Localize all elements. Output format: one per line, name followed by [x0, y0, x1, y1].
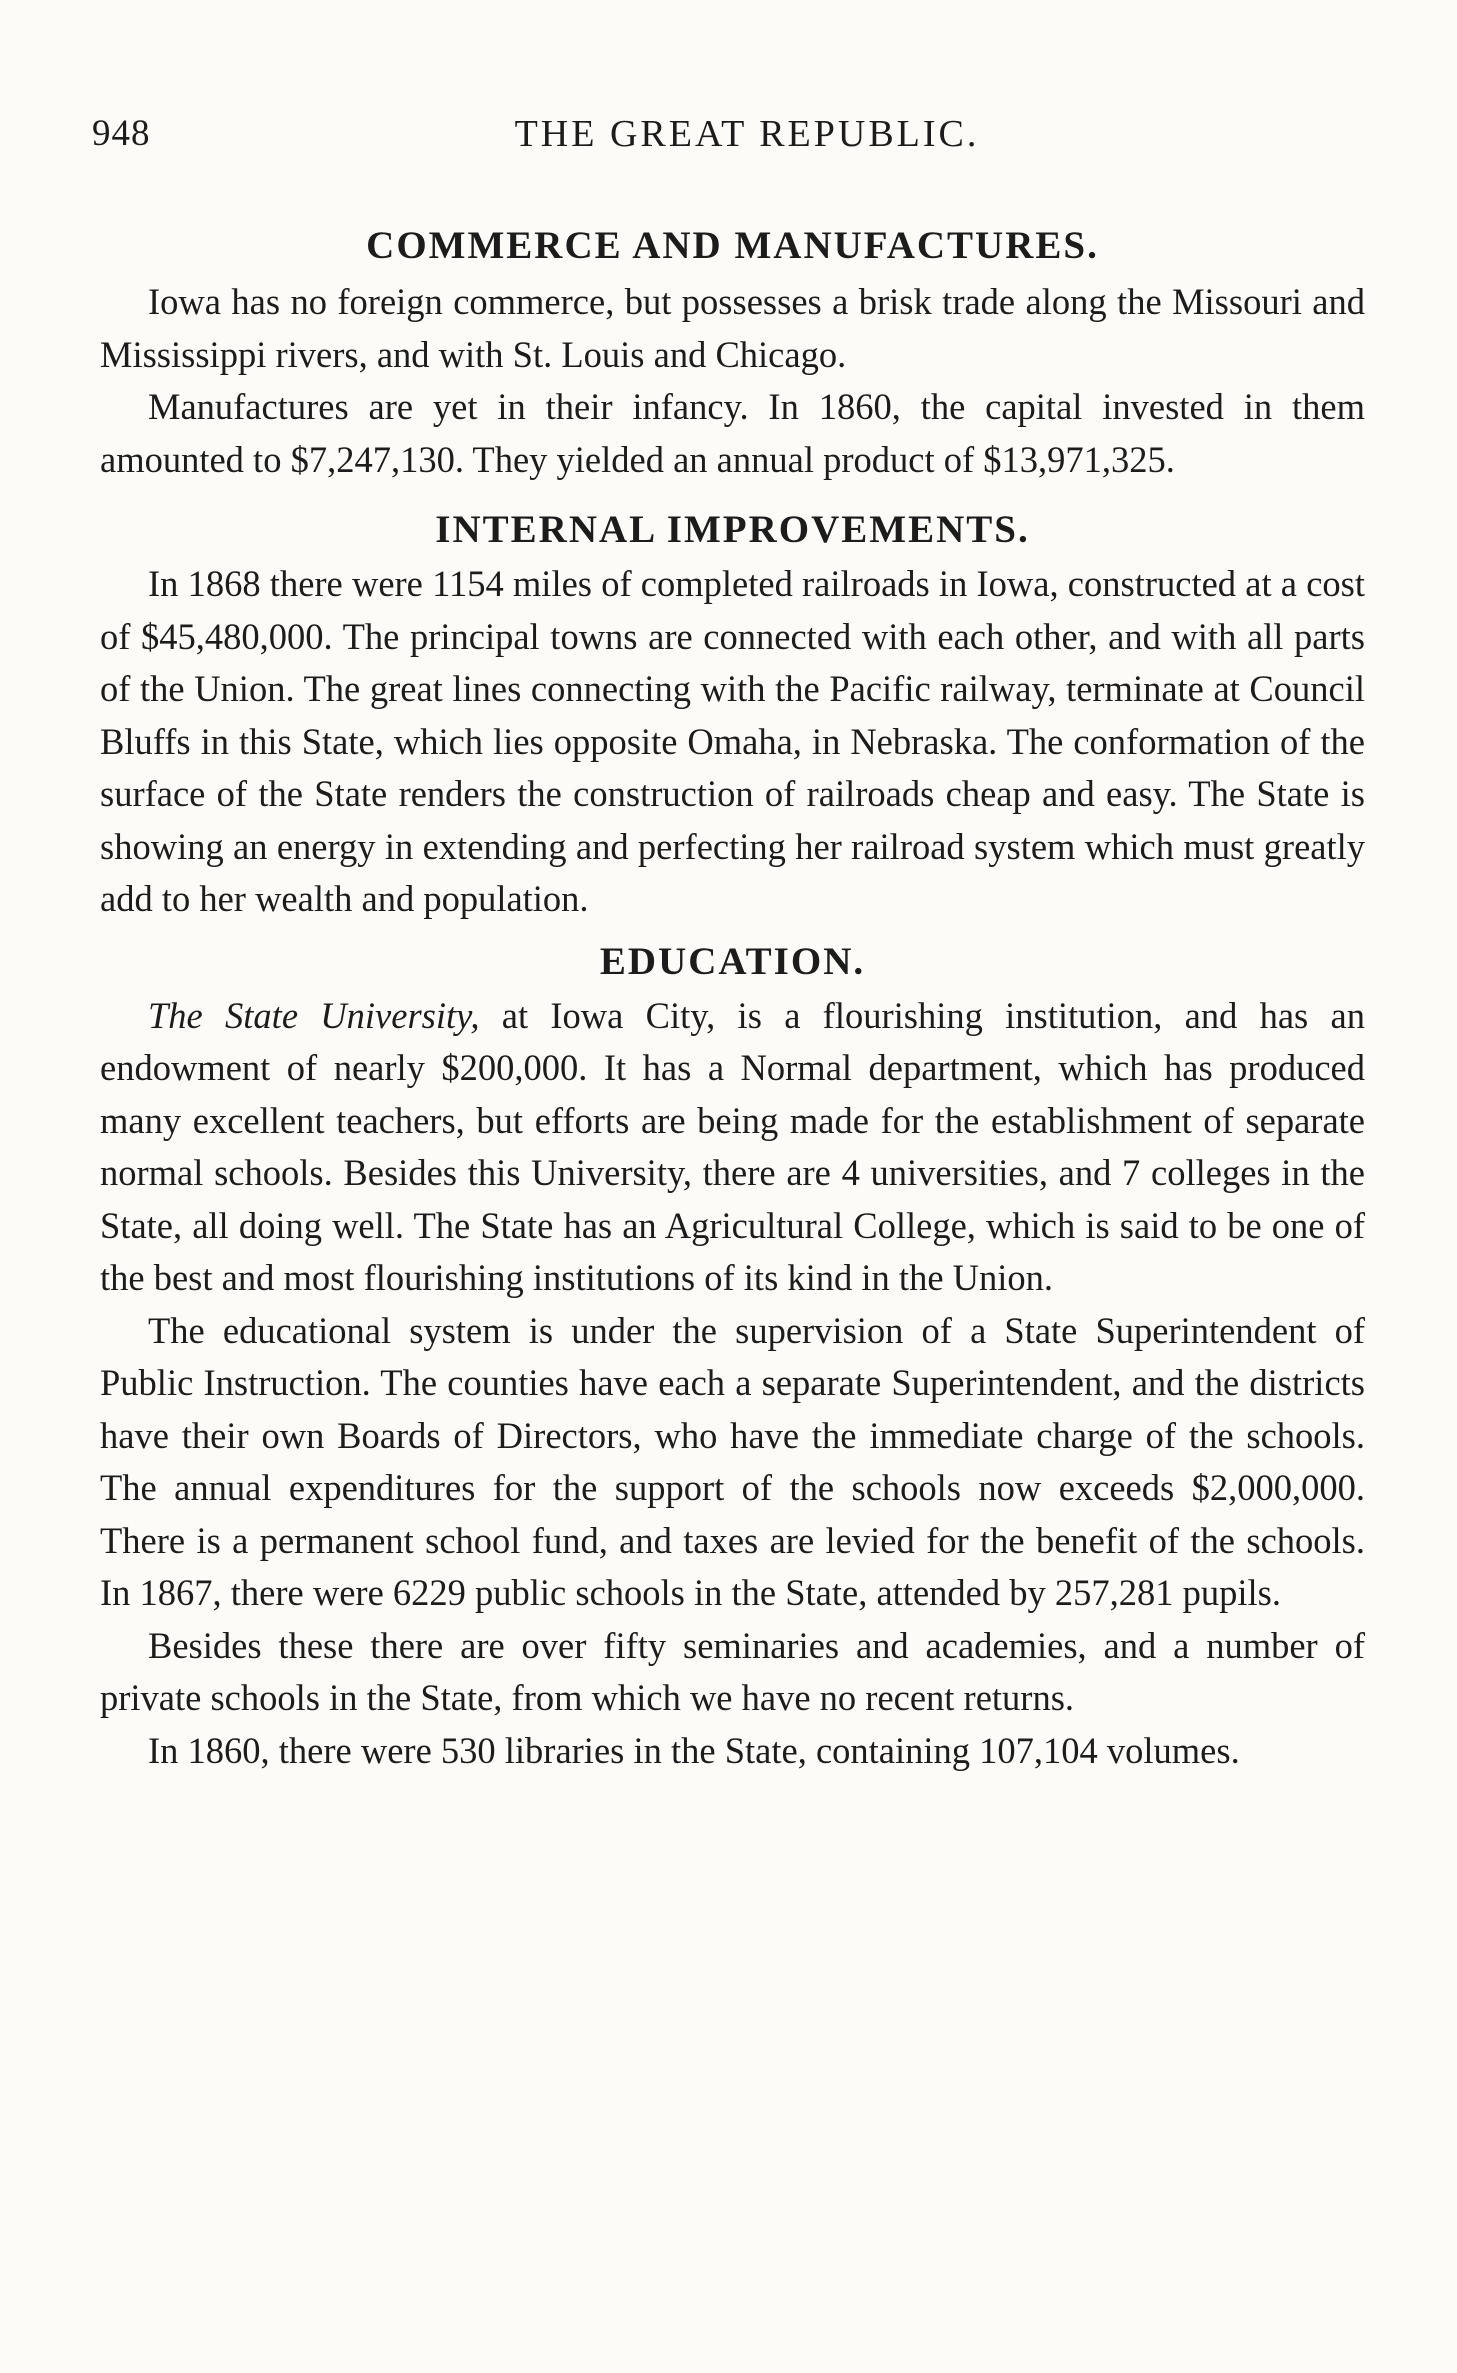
- paragraph-seminaries: Besides these there are over fifty seminaries and academies, and a number of private schools in the State, from which we have no recent returns.: [100, 1624, 1365, 1718]
- section-heading-education: EDUCATION.: [599, 939, 866, 983]
- section-heading-commerce: COMMERCE AND MANUFACTURES.: [366, 224, 1099, 267]
- running-title: THE GREAT REPUBLIC.: [514, 113, 980, 155]
- paragraph-railroads: In 1868 there were 1154 miles of completed railroads in Iowa, constructed at a cost of $45,480,000. The principal towns are connected with each other, and with all parts of the Union. The great lines connecting with the Pacific railway, terminate at Council Bluffs in this State, which lies opposite Omaha, in Nebraska. The conformation of the surface of the State renders the construction of railroads cheap and easy. The State is showing an energy in extending and perfecting her railroad system which must greatly add to her wealth and population.: [100, 563, 1365, 919]
- state-university-italic: The State University,: [148, 994, 480, 1036]
- paragraph-commerce-trade: Iowa has no foreign commerce, but possesses a brisk trade along the Missouri and Mississippi rivers, and with St. Louis and Chicago.: [100, 281, 1365, 375]
- paragraph-state-university: [100, 990, 1365, 1305]
- paragraph-libraries: In 1860, there were 530 libraries in the State, containing 107,104 volumes.: [148, 1729, 1240, 1771]
- page-number: 948: [92, 113, 151, 154]
- state-university-text: at Iowa City, is a flourishing institution, and has an endowment of nearly $200,000. It has a Normal department, which has produced many excellent teachers, but efforts are being made for the establishment of separate normal schools. Besides this University, there are 4 universities, and 7 colleges in the State, all doing well. The State has an Agricultural College, which is said to be one of the best and most flourishing institutions of its kind in the Union.: [100, 994, 1365, 1298]
- section-heading-internal-improvements: INTERNAL IMPROVEMENTS.: [435, 508, 1030, 551]
- paragraph-manufactures: Manufactures are yet in their infancy. In 1860, the capital invested in them amounted to $7,247,130. They yielded an annual product of $13,971,325.: [100, 386, 1365, 480]
- paragraph-educational-system: The educational system is under the supervision of a State Superintendent of Public Instruction. The counties have each a separate Superintendent, and the districts have their own Boards of Directors, who have the immediate charge of the schools. The annual expenditures for the support of the schools now exceeds $2,000,000. There is a permanent school fund, and taxes are levied for the benefit of the schools. In 1867, there were 6229 public schools in the State, attended by 257,281 pupils.: [100, 1309, 1365, 1613]
- body-text: [100, 218, 1365, 1777]
- running-head: [92, 112, 1362, 172]
